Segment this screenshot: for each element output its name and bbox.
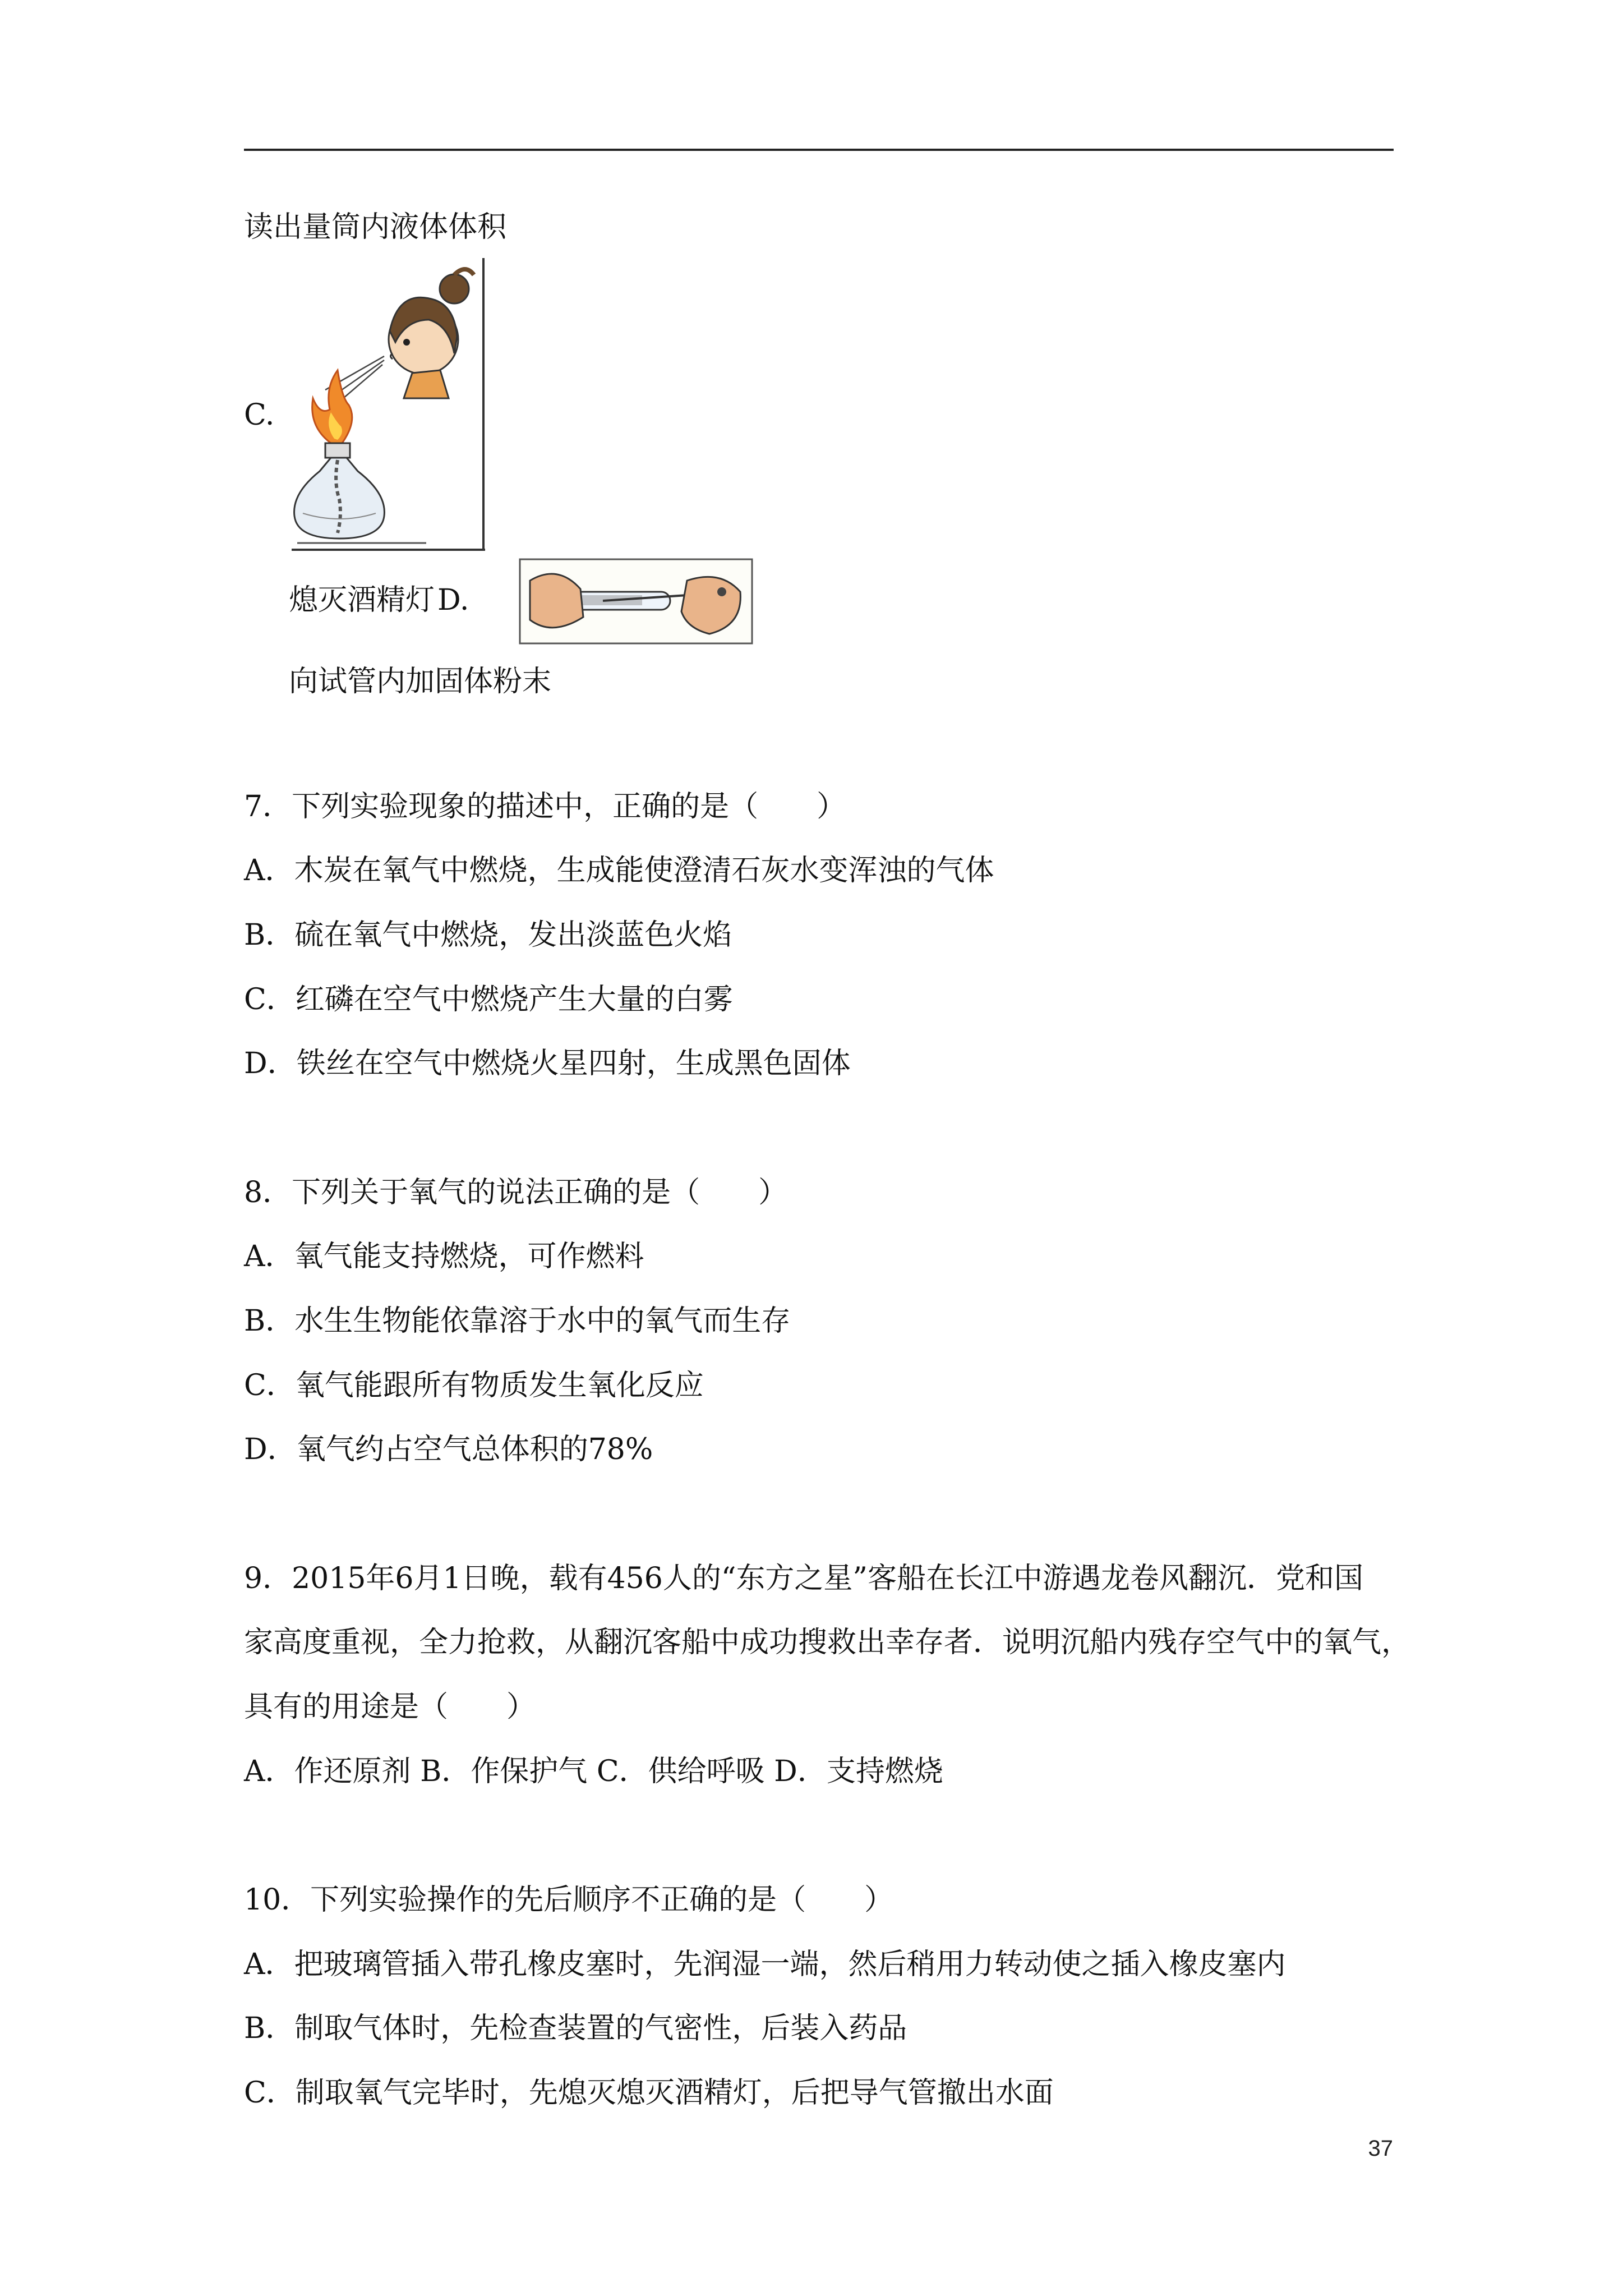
question-9-stem-line-3: 具有的用途是（ ） bbox=[244, 1690, 536, 1724]
question-9-options: A．作还原剂 B．作保护气 C．供给呼吸 D．支持燃烧 bbox=[244, 1755, 943, 1788]
question-7-option-c: C．红磷在空气中燃烧产生大量的白雾 bbox=[244, 983, 733, 1016]
question-7-option-d: D．铁丝在空气中燃烧火星四射，生成黑色固体 bbox=[244, 1047, 851, 1080]
question-7-option-b: B．硫在氧气中燃烧，发出淡蓝色火焰 bbox=[244, 918, 732, 952]
blowing-out-alcohol-lamp-illustration bbox=[286, 258, 488, 555]
option-c-label: C. bbox=[244, 398, 275, 432]
question-8-stem: 8．下列关于氧气的说法正确的是（ ） bbox=[244, 1176, 788, 1209]
question-8-option-d: D．氧气约占空气总体积的78% bbox=[244, 1433, 653, 1466]
question-9-stem-line-2: 家高度重视，全力抢救，从翻沉客船中成功搜救出幸存者．说明沉船内残存空气中的氧气， bbox=[244, 1626, 1411, 1659]
option-d-caption: 向试管内加固体粉末 bbox=[289, 665, 552, 698]
adding-powder-to-test-tube-illustration bbox=[519, 558, 754, 645]
question-10-option-a: A．把玻璃管插入带孔橡皮塞时，先润湿一端，然后稍用力转动使之插入橡皮塞内 bbox=[244, 1948, 1286, 1981]
question-7-stem: 7．下列实验现象的描述中，正确的是（ ） bbox=[244, 790, 846, 823]
question-8-option-b: B．水生生物能依靠溶于水中的氧气而生存 bbox=[244, 1304, 791, 1338]
question-10-option-c: C．制取氧气完毕时，先熄灭熄灭酒精灯，后把导气管撤出水面 bbox=[244, 2076, 1054, 2110]
question-10-option-b: B．制取气体时，先检查装置的气密性，后装入药品 bbox=[244, 2012, 907, 2045]
question-9-stem-line-1: 9．2015年6月1日晚，载有456人的“东方之星”客船在长江中游遇龙卷风翻沉．党和国 bbox=[244, 1562, 1364, 1595]
question-10-stem: 10．下列实验操作的先后顺序不正确的是（ ） bbox=[244, 1883, 894, 1917]
page-number: 37 bbox=[1368, 2136, 1393, 2161]
option-d-label: D. bbox=[437, 583, 469, 617]
option-c-caption: 熄灭酒精灯 bbox=[289, 583, 435, 617]
question-8-option-a: A．氧气能支持燃烧，可作燃料 bbox=[244, 1240, 644, 1273]
prev-question-caption: 读出量筒内液体体积 bbox=[244, 210, 507, 244]
header-rule bbox=[244, 149, 1394, 151]
question-8-option-c: C．氧气能跟所有物质发生氧化反应 bbox=[244, 1369, 704, 1402]
question-7-option-a: A．木炭在氧气中燃烧，生成能使澄清石灰水变浑浊的气体 bbox=[244, 854, 994, 887]
